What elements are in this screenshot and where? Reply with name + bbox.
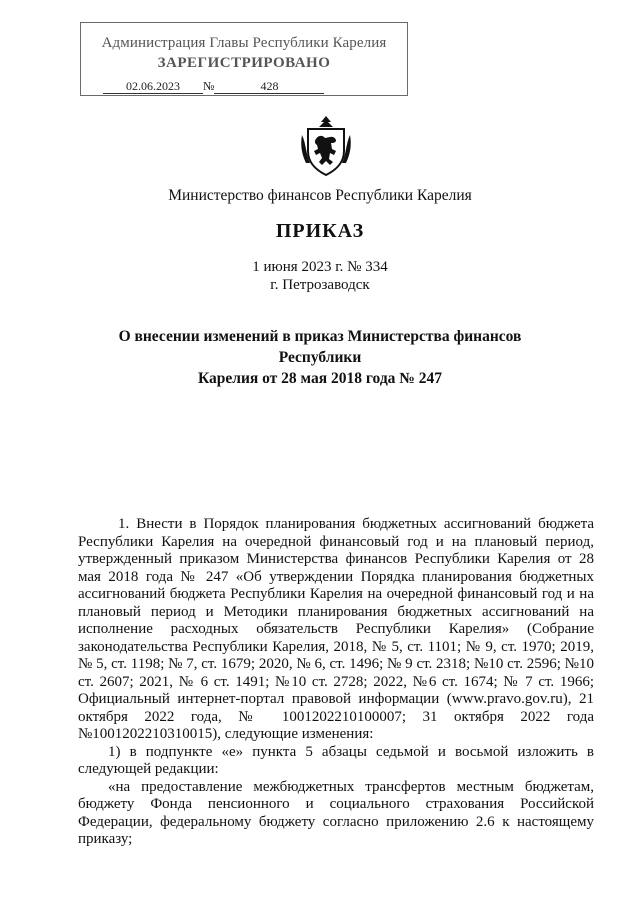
document-title: ПРИКАЗ: [275, 220, 365, 242]
bear-coat-of-arms-icon: [300, 115, 352, 177]
registration-stamp: [80, 22, 408, 96]
ministry-name: Министерство финансов Республики Карелия: [168, 187, 472, 204]
paragraph-3: «на предоставление межбюджетных трансфертов местным бюджетам, бюджету Фонда пенсионного и социального страхования Российской Федерации, федеральному бюджету согласно приложению 2.6 к настоящему приказу;: [78, 778, 594, 847]
document-city: г. Петрозаводск: [270, 277, 370, 293]
subject-line-1: О внесении изменений в приказ Министерства финансов Республики: [118, 328, 522, 366]
subject-line-2: Карелия от 28 мая 2018 года № 247: [197, 370, 443, 387]
stamp-number-sign: №: [203, 79, 215, 93]
stamp-number: 428: [214, 80, 324, 94]
stamp-registered-label: ЗАРЕГИСТРИРОВАНО: [157, 55, 331, 71]
stamp-organization: Администрация Главы Республики Карелия: [101, 35, 387, 51]
stamp-registration-line: [103, 79, 324, 94]
paragraph-2: 1) в подпункте «е» пункта 5 абзацы седьмой и восьмой изложить в следующей редакции:: [78, 743, 594, 777]
document-subject: [90, 326, 550, 389]
document-body: [78, 516, 594, 849]
document-date-number: 1 июня 2023 г. № 334: [252, 259, 388, 275]
paragraph-1: 1. Внести в Порядок планирования бюджетных ассигнований бюджета Республики Карелия на очередной финансовый год и на плановый период, утвержденный приказом Министерства финансов Республики Карелия от 28 мая 2018 года № 247 «Об утверждении Порядка планирования бюджетных ассигнований бюджета Республики Карелия на очередной финансовый год и на плановый период и Методики планирования бюджетных ассигнований на исполнение расходных обязательств Республики Карелия» (Собрание законодательства Республики Карелия, 2018, № 5, ст. 1101; № 9, ст. 1970; 2019, № 5, ст. 1198; № 7, ст. 1679; 2020, № 6, ст. 1496; № 9 ст. 2318; №10 ст. 2596; №10 ст. 2607; 2021, № 6 ст. 1491; №10 ст. 2728; 2022, №6 ст. 1674; № 7 ст. 1966; Официальный интернет-портал правовой информации (www.pravo.gov.ru), 21 октября 2022 года, № 1001202210100007; 31 октября 2022 года №1001202210310015), следующие изменения:: [78, 516, 594, 742]
stamp-date: 02.06.2023: [103, 80, 203, 94]
